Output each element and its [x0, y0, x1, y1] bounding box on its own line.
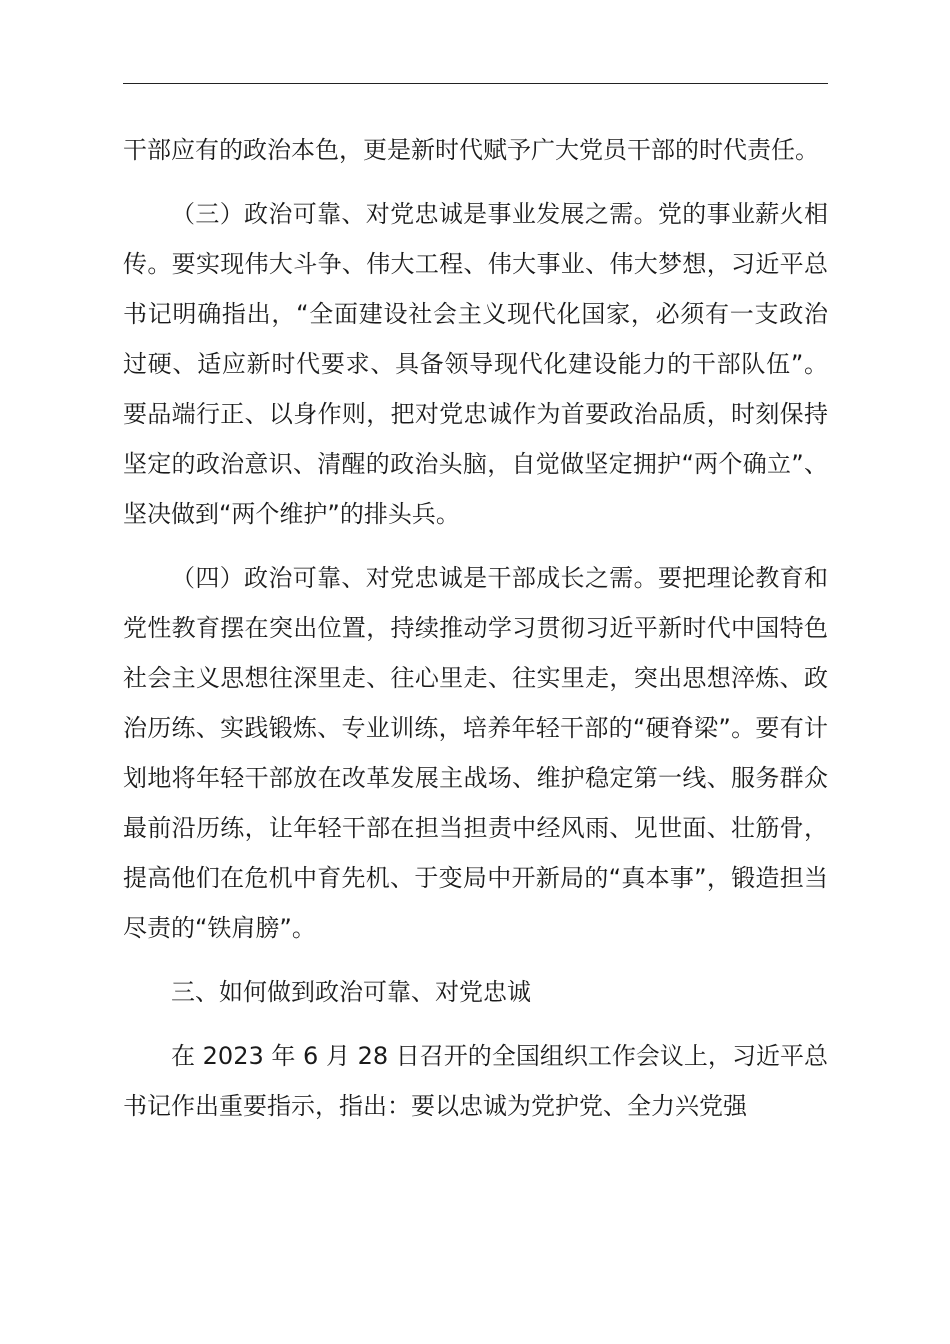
paragraph-section-4: （四）政治可靠、对党忠诚是干部成长之需。要把理论教育和党性教育摆在突出位置，持续推动学习贯彻习近平新时代中国特色社会主义思想往深里走、往心里走、往实里走，突出思想淬炼、政治历练、实践锻炼、专业训练，培养年轻干部的“硬脊梁”。要有计划地将年轻干部放在改革发展主战场、维护稳定第一线、服务群众最前沿历练，让年轻干部在担当担责中经风雨、见世面、壮筋骨，提高他们在危机中育先机、于变局中开新局的“真本事”，锻造担当尽责的“铁肩膀”。	[123, 564, 828, 942]
section-heading: 三、如何做到政治可靠、对党忠诚	[171, 978, 531, 1006]
header-rule	[123, 83, 828, 84]
paragraph-section-3: （三）政治可靠、对党忠诚是事业发展之需。党的事业薪火相传。要实现伟大斗争、伟大工程、伟大事业、伟大梦想，习近平总书记明确指出，“全面建设社会主义现代化国家，必须有一支政治过硬、适应新时代要求、具备领导现代化建设能力的干部队伍”。要品端行正、以身作则，把对党忠诚作为首要政治品质，时刻保持坚定的政治意识、清醒的政治头脑，自觉做坚定拥护“两个确立”、坚决做到“两个维护”的排头兵。	[123, 200, 828, 528]
paragraph-meeting: 在 2023 年 6 月 28 日召开的全国组织工作会议上，习近平总书记作出重要指示，指出：要以忠诚为党护党、全力兴党强	[123, 1042, 828, 1120]
document-body	[123, 125, 828, 1131]
paragraph-continuation: 干部应有的政治本色，更是新时代赋予广大党员干部的时代责任。	[123, 136, 819, 164]
